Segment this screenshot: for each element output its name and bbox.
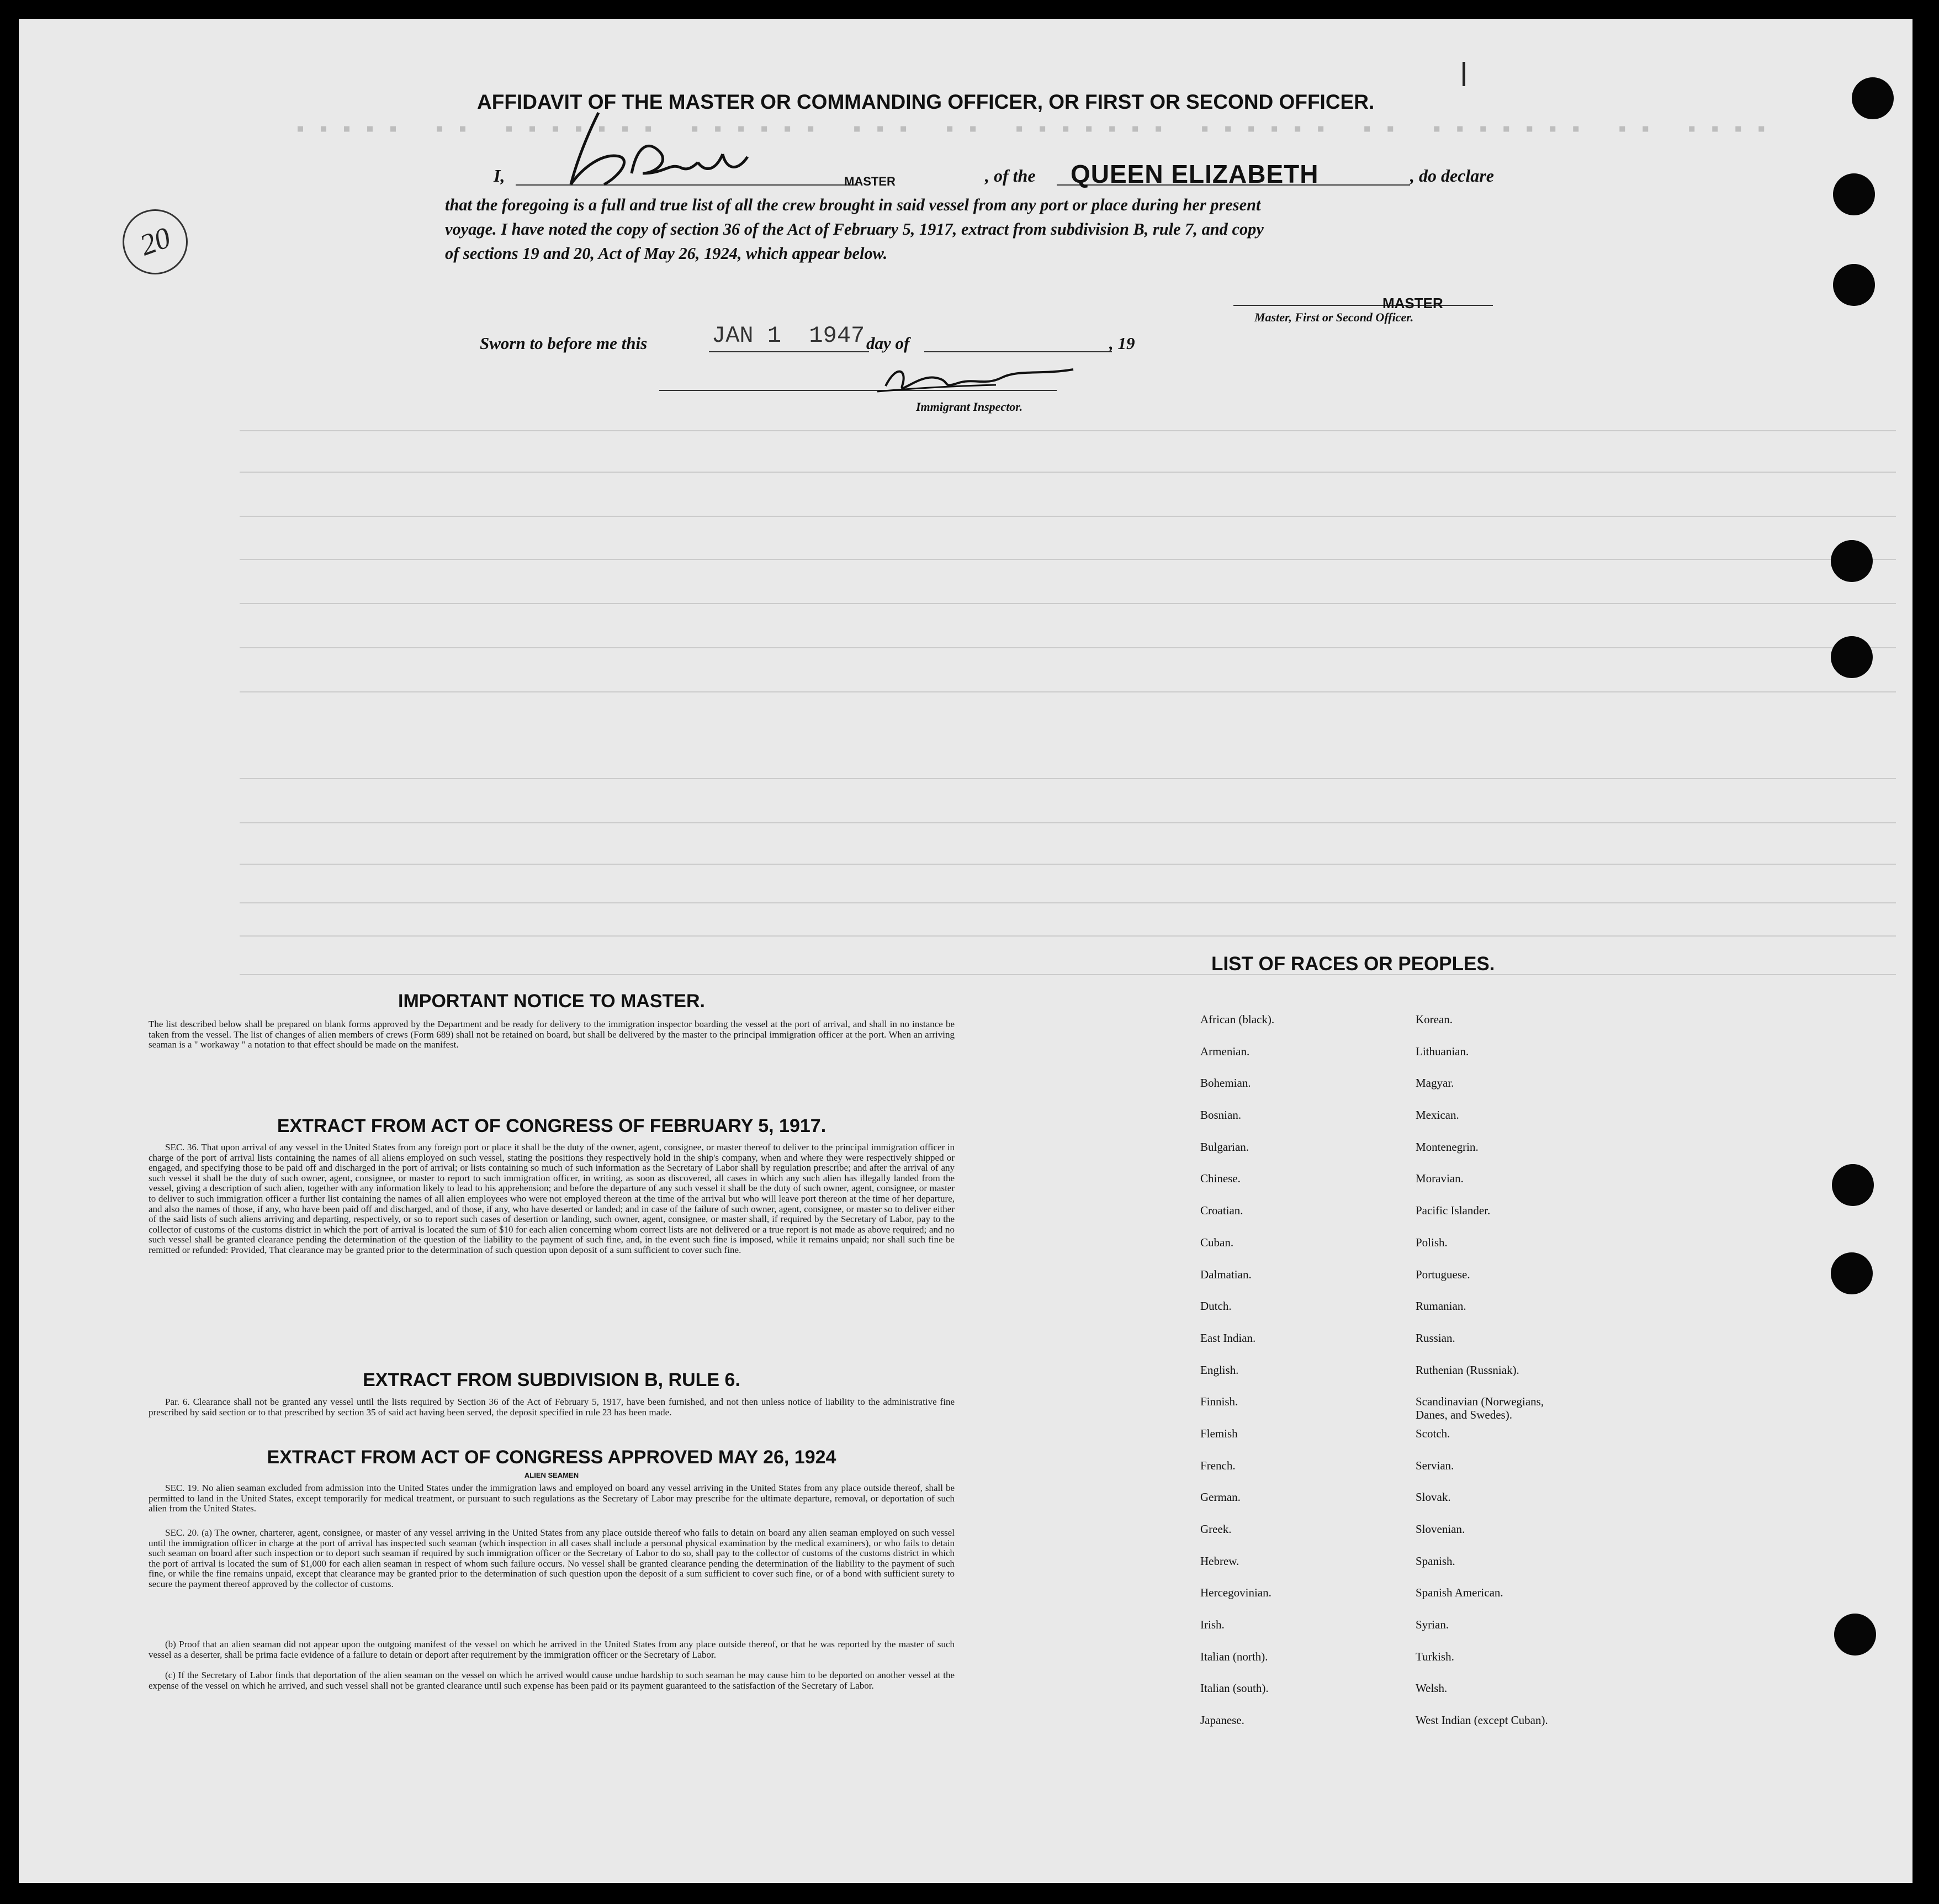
inspector-caption: Immigrant Inspector. bbox=[916, 400, 1023, 414]
race-item: German. bbox=[1200, 1490, 1241, 1504]
race-item: Montenegrin. bbox=[1416, 1140, 1479, 1154]
affidavit-line-4: of sections 19 and 20, Act of May 26, 1924, which appear below. bbox=[445, 244, 888, 263]
race-item: Spanish. bbox=[1416, 1554, 1455, 1568]
race-item: Chinese. bbox=[1200, 1172, 1241, 1186]
sec20b-text: (b) Proof that an alien seaman did not appear upon the outgoing manifest of the vessel on which he arrived in the United States from any place outside thereof, or that he was reported by the master of such vessel as a deserter, shall be prima facie evidence of a failure to detain or deport after requirement by the immigration officer or the Secretary of Labor. bbox=[149, 1639, 955, 1660]
race-item: Korean. bbox=[1416, 1013, 1453, 1026]
master-caption: Master, First or Second Officer. bbox=[1254, 310, 1414, 324]
sworn-day-of: day of bbox=[866, 334, 910, 353]
race-item: Rumanian. bbox=[1416, 1299, 1466, 1313]
race-item: Scotch. bbox=[1416, 1426, 1450, 1440]
sworn-prefix: Sworn to before me this bbox=[480, 334, 648, 353]
race-item: Dutch. bbox=[1200, 1299, 1232, 1313]
race-item: Ruthenian (Russniak). bbox=[1416, 1363, 1519, 1377]
race-item: Finnish. bbox=[1200, 1395, 1238, 1409]
binder-hole bbox=[1852, 77, 1894, 119]
officer-rank: MASTER bbox=[844, 174, 896, 188]
master-signature-line bbox=[1233, 305, 1493, 306]
race-item: Dalmatian. bbox=[1200, 1267, 1252, 1281]
race-item: East Indian. bbox=[1200, 1331, 1256, 1345]
affidavit-title: AFFIDAVIT OF THE MASTER OR COMMANDING OFFICER, OR FIRST OR SECOND OFFICER. bbox=[477, 91, 1375, 113]
race-item: Hercegovinian. bbox=[1200, 1586, 1272, 1600]
binder-hole bbox=[1831, 1252, 1873, 1294]
margin-note: 20 bbox=[135, 220, 175, 262]
binder-hole bbox=[1833, 264, 1875, 306]
sec20a-text: SEC. 20. (a) The owner, charterer, agent, consignee, or master of any vessel arriving in the United States from any place outside thereof who fails to detain on board any alien seaman employed on such vessel until the immigration officer in charge at the port of arrival has inspected such seaman (which inspection in all cases shall include a personal physical examination by the medical examiners), or who fails to detain such seaman on board after such inspection or to deport such seaman if required by such immigration officer or the Secretary of Labor to do so, shall pay to the collector of customs of the customs district in which the port of arrival is located the sum of $1,000 for each alien seaman in respect of whom such failure occurs. No vessel shall be granted clearance pending the determination of the liability to the payment of such fine, or while the fine remains unpaid, except that clearance may be granted prior to the determination of such question upon the deposit of a sum sufficient to cover such fine, or of a bond with sufficient surety to secure the payment thereof approved by the collector of customs. bbox=[149, 1527, 955, 1589]
race-item: Bulgarian. bbox=[1200, 1140, 1249, 1154]
binder-hole bbox=[1834, 1614, 1876, 1656]
bleed-through-line bbox=[240, 472, 1896, 473]
races-list-right bbox=[1416, 1013, 1647, 1746]
binder-hole bbox=[1833, 173, 1875, 215]
bleed-through-heading: ▪▪▪▪ ▪▪ ▪▪▪▪▪▪▪ ▪▪ ▪▪▪▪▪▪ ▪▪▪▪▪▪▪ ▪▪ ▪▪▪ ▪▪▪▪▪▪ ▪▪▪▪▪▪▪ ▪▪ ▪▪▪▪▪ bbox=[284, 118, 1768, 143]
bleed-through-line bbox=[240, 822, 1896, 823]
race-item: Bosnian. bbox=[1200, 1108, 1242, 1122]
race-item: Slovenian. bbox=[1416, 1522, 1465, 1536]
extract-rule6-title: EXTRACT FROM SUBDIVISION B, RULE 6. bbox=[363, 1369, 740, 1390]
race-item: Portuguese. bbox=[1416, 1267, 1470, 1281]
bleed-through-line bbox=[240, 603, 1896, 604]
race-item: Flemish bbox=[1200, 1426, 1238, 1440]
affidavit-line-3: voyage. I have noted the copy of section 36 of the Act of February 5, 1917, extract from subdivision B, rule 7, and copy bbox=[445, 220, 1264, 239]
race-item: Servian. bbox=[1416, 1458, 1454, 1472]
race-item: Hebrew. bbox=[1200, 1554, 1239, 1568]
bleed-through-line bbox=[240, 902, 1896, 903]
binder-hole bbox=[1831, 540, 1873, 582]
bleed-through-line bbox=[240, 559, 1896, 560]
master-stamp: MASTER bbox=[1382, 295, 1443, 311]
race-item: Bohemian. bbox=[1200, 1076, 1251, 1090]
race-item: Polish. bbox=[1416, 1235, 1448, 1249]
race-item: Armenian. bbox=[1200, 1044, 1250, 1058]
notice-title: IMPORTANT NOTICE TO MASTER. bbox=[398, 991, 705, 1012]
sworn-year: , 19 bbox=[1109, 334, 1135, 353]
race-item: Slovak. bbox=[1416, 1490, 1451, 1504]
sec19-text: SEC. 19. No alien seaman excluded from admission into the United States under the immigration laws and employed on board any vessel arriving in the United States from any place outside thereof, shall be permitted to land in the United States, except temporarily for medical treatment, or pursuant to such regulations as the Secretary of Labor may prescribe for the ultimate departure, removal, or deportation of such alien from the United States. bbox=[149, 1483, 955, 1514]
race-item: African (black). bbox=[1200, 1013, 1275, 1026]
paper-sheet bbox=[19, 19, 1912, 1883]
race-item: West Indian (except Cuban). bbox=[1416, 1713, 1548, 1727]
bleed-through-line bbox=[240, 647, 1896, 648]
race-item: Croatian. bbox=[1200, 1204, 1243, 1218]
race-item: Cuban. bbox=[1200, 1235, 1234, 1249]
race-item: Greek. bbox=[1200, 1522, 1232, 1536]
do-declare-label: , do declare bbox=[1410, 166, 1494, 186]
vessel-name: QUEEN ELIZABETH bbox=[1071, 160, 1319, 188]
inspector-signature bbox=[875, 353, 1084, 403]
bleed-through-line bbox=[240, 974, 1896, 975]
extract-1924-subtitle: ALIEN SEAMEN bbox=[524, 1471, 579, 1479]
sworn-date-stamp: JAN 1 1947 bbox=[712, 322, 865, 349]
notice-text: The list described below shall be prepared on blank forms approved by the Department and be ready for delivery to the immigration inspector boarding the vessel at the port of arrival, and shall in no instance be taken from the vessel. The list of changes of alien members of crews (Form 689) shall not be retained on board, but shall be delivered by the master to the principal immigration officer at the port. When an arriving seaman is a " workaway " a notation to that effect should be made on the manifest. bbox=[149, 1019, 955, 1050]
race-item: Irish. bbox=[1200, 1618, 1225, 1632]
race-item: Italian (south). bbox=[1200, 1681, 1269, 1695]
race-item: Japanese. bbox=[1200, 1713, 1244, 1727]
bleed-through-line bbox=[240, 691, 1896, 692]
race-item: Turkish. bbox=[1416, 1649, 1454, 1663]
binder-hole bbox=[1832, 1164, 1874, 1206]
race-item: Moravian. bbox=[1416, 1172, 1464, 1186]
sec20c-text: (c) If the Secretary of Labor finds that deportation of the alien seaman on the vessel on which he arrived would cause undue hardship to such seaman he may cause him to be deported on another vessel at the expense of the vessel on which he arrived, and such vessel shall not be granted clearance until such expense has been paid or its payment guaranteed to the satisfaction of the Secretary of Labor. bbox=[149, 1670, 955, 1691]
bleed-through-line bbox=[240, 935, 1896, 937]
master-signature bbox=[538, 102, 770, 195]
race-item: Pacific Islander. bbox=[1416, 1204, 1491, 1218]
bleed-through-line bbox=[240, 864, 1896, 865]
races-title: LIST OF RACES OR PEOPLES. bbox=[1211, 953, 1495, 975]
extract-1917-title: EXTRACT FROM ACT OF CONGRESS OF FEBRUARY 5, 1917. bbox=[277, 1115, 827, 1136]
race-item: Welsh. bbox=[1416, 1681, 1448, 1695]
extract-rule6-text: Par. 6. Clearance shall not be granted any vessel until the lists required by Section 36 of the Act of February 5, 1917, have been furnished, and not then unless notice of liability to the administrative fine prescribed by said section or to that prescribed by section 35 of said act having been served, the deposit specified in rule 23 has been made. bbox=[149, 1397, 955, 1418]
race-item: Scandinavian (Norwegians, Danes, and Swedes). bbox=[1416, 1395, 1544, 1422]
affidavit-i-label: I, bbox=[494, 166, 505, 186]
extract-1917-text: SEC. 36. That upon arrival of any vessel in the United States from any foreign port or place it shall be the duty of the owner, agent, consignee, or master thereof to deliver to the principal immigration officer in charge of the port of arrival lists containing the names of all aliens employed on such vessel, stating the positions they respectively hold in the ship's company, when and where they were respectively shipped or engaged, and specifying those to be paid off and discharged in the port of arrival; or lists containing so much of such information as the Secretary of Labor shall by regulation prescribe; and after the arrival of any such vessel it shall be the duty of such owner, agent, consignee, or master to report to such immigration officer, in writing, as soon as discovered, all cases in which any such alien has illegally landed from the vessel, giving a description of such alien, together with any information likely to lead to his apprehension; and before the departure of any such vessel it shall be the duty of such owner, agent, consignee, or master to deliver to such immigration officer a further list containing the names of all alien employees who were not employed thereon at the time of the arrival but who will leave port thereon at the time of her departure, and also the names of those, if any, who have been paid off and discharged, and of those, if any, who have deserted or landed; and in case of the failure of such owner, agent, consignee, or master so to deliver either of the said lists of such aliens arriving and departing, respectively, or so to report such cases of desertion or landing, such owner, agent, consignee, or master shall, if required by the Secretary of Labor, pay to the collector of customs of the customs district in which the port of arrival is located the sum of $10 for each alien concerning whom correct lists are not delivered or a true report is not made as above required; and no such vessel shall be granted clearance pending the determination of the question of the liability to the payment of such fine, and, in the event such fine is imposed, while it remains unpaid; nor shall such fine be remitted or refunded: Provided, That clearance may be granted prior to the determination of such question upon deposit of a sum sufficient to cover such fine. bbox=[149, 1142, 955, 1255]
sworn-month-line bbox=[924, 351, 1112, 352]
race-item: Russian. bbox=[1416, 1331, 1455, 1345]
of-the-label: , of the bbox=[985, 166, 1036, 186]
race-item: Spanish American. bbox=[1416, 1586, 1503, 1600]
race-item: French. bbox=[1200, 1458, 1236, 1472]
bleed-through-line bbox=[240, 430, 1896, 431]
race-item: Mexican. bbox=[1416, 1108, 1459, 1122]
extract-1924-title: EXTRACT FROM ACT OF CONGRESS APPROVED MAY 26, 1924 bbox=[267, 1447, 836, 1468]
race-item: Italian (north). bbox=[1200, 1649, 1268, 1663]
margin-note-circle bbox=[123, 209, 188, 274]
bleed-through-line bbox=[240, 778, 1896, 779]
races-list-left bbox=[1200, 1013, 1399, 1746]
stray-mark bbox=[1463, 62, 1465, 86]
binder-hole bbox=[1831, 636, 1873, 678]
affidavit-line-2: that the foregoing is a full and true list of all the crew brought in said vessel from any port or place during her present bbox=[445, 195, 1261, 214]
bleed-through-line bbox=[240, 516, 1896, 517]
race-item: Magyar. bbox=[1416, 1076, 1454, 1090]
race-item: Lithuanian. bbox=[1416, 1044, 1469, 1058]
sworn-date-line bbox=[709, 351, 869, 352]
race-item: Syrian. bbox=[1416, 1618, 1449, 1632]
race-item: English. bbox=[1200, 1363, 1239, 1377]
